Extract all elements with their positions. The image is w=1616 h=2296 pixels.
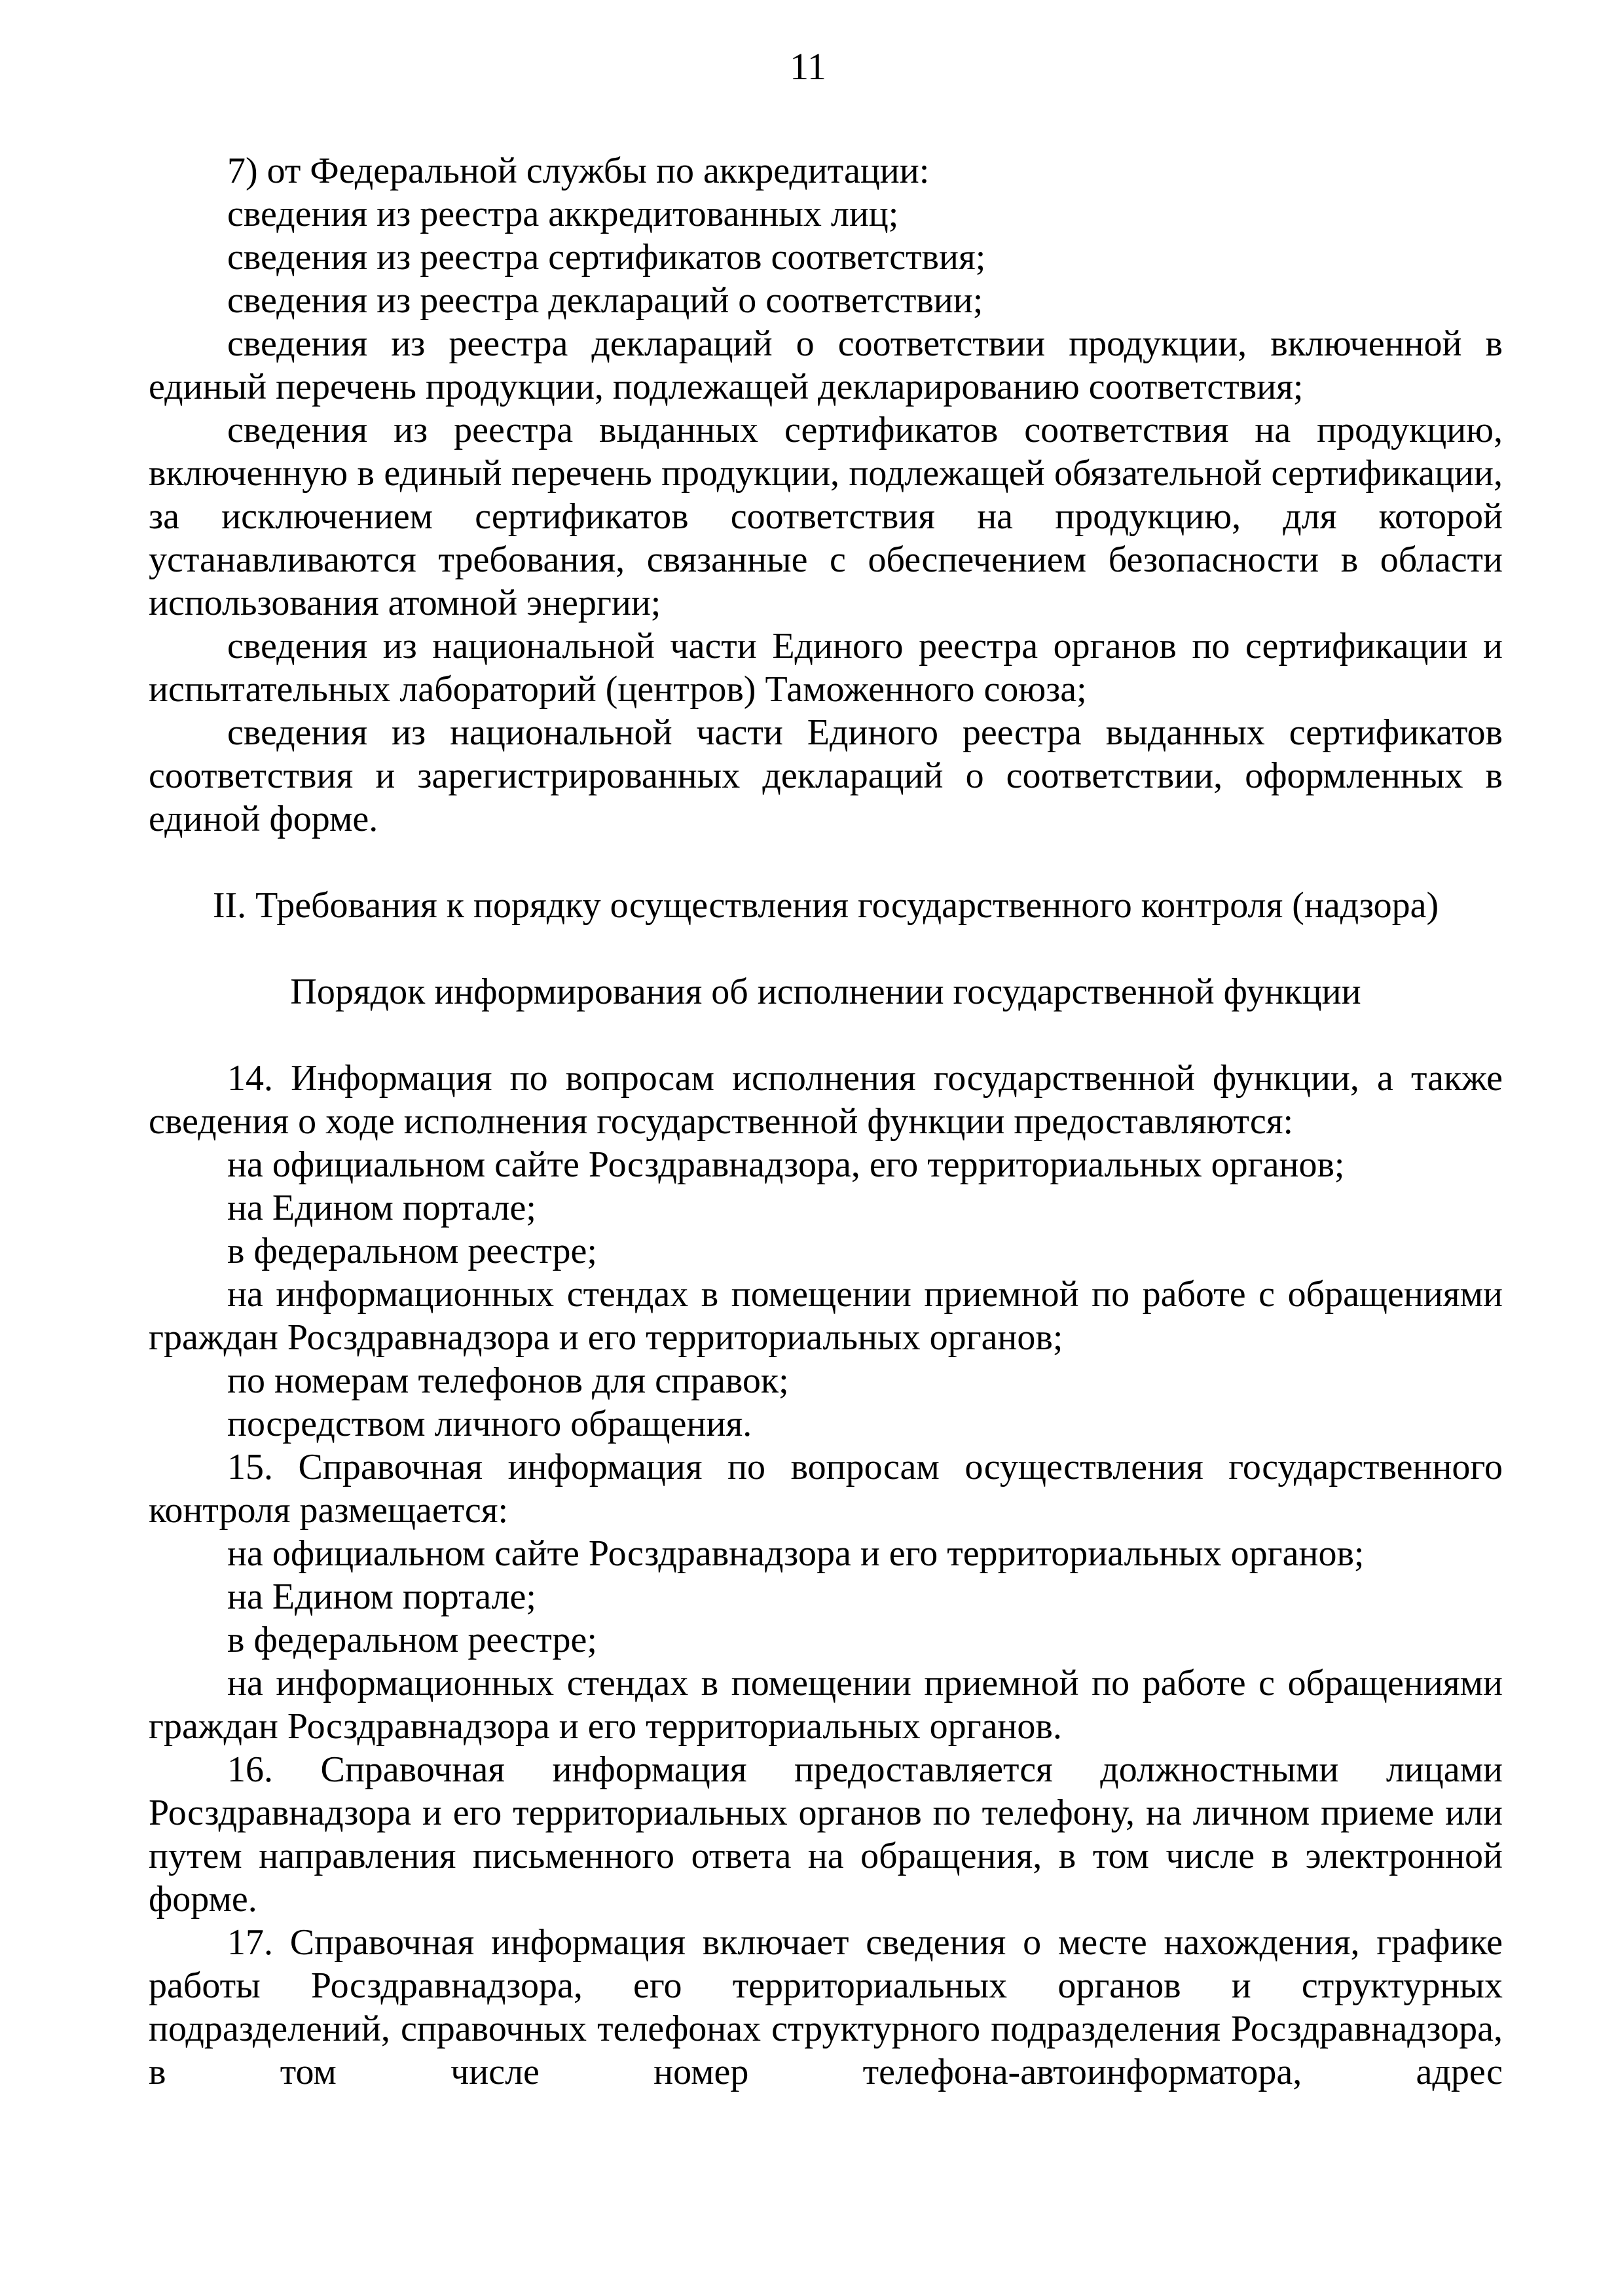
- document-body: [149, 149, 1503, 2094]
- paragraph-16: 16. Справочная информация предоставляется должностными лицами Росздравнадзора и его территориальных органов по телефону, на личном приеме или путем направления письменного ответа на обращения, в том числе в электронной форме.: [149, 1749, 1503, 1920]
- section-7-item: сведения из реестра аккредитованных лиц;: [227, 194, 899, 234]
- section-7-item: сведения из реестра выданных сертификатов соответствия на продукцию, включенную в единый перечень продукции, подлежащей обязательной сертификации, за исключением сертификатов соответствия на продукцию, для которой устанавливаются требования, связанные с обеспечением безопасности в области использования атомной энергии;: [149, 410, 1503, 623]
- section-7-item: сведения из национальной части Единого реестра органов по сертификации и испытательных лабораторий (центров) Таможенного союза;: [149, 626, 1503, 710]
- section-7-item: сведения из национальной части Единого реестра выданных сертификатов соответствия и зарегистрированных деклараций о соответствии, оформленных в единой форме.: [149, 712, 1503, 839]
- paragraph-15-item: на информационных стендах в помещении приемной по работе с обращениями граждан Росздравнадзора и его территориальных органов.: [149, 1663, 1503, 1747]
- paragraph-14-item: по номерам телефонов для справок;: [227, 1360, 789, 1401]
- paragraph-15-item: на официальном сайте Росздравнадзора и его территориальных органов;: [227, 1533, 1365, 1574]
- section-7-title: 7) от Федеральной службы по аккредитации:: [227, 151, 930, 191]
- paragraph-15-item: на Едином портале;: [227, 1576, 536, 1617]
- section-7-item: сведения из реестра деклараций о соответствии;: [227, 280, 983, 321]
- paragraph-15: 15. Справочная информация по вопросам осуществления государственного контроля размещается:: [149, 1447, 1503, 1531]
- paragraph-15-item: в федеральном реестре;: [227, 1620, 597, 1660]
- paragraph-14-item: посредством личного обращения.: [227, 1404, 752, 1444]
- page-number: 11: [790, 45, 826, 88]
- paragraph-14-item: на Едином портале;: [227, 1188, 536, 1228]
- paragraph-14: 14. Информация по вопросам исполнения государственной функции, а также сведения о ходе исполнения государственной функции предоставляются:: [149, 1058, 1503, 1142]
- paragraph-14-item: на информационных стендах в помещении приемной по работе с обращениями граждан Росздравнадзора и его территориальных органов;: [149, 1274, 1503, 1358]
- paragraph-14-item: на официальном сайте Росздравнадзора, его территориальных органов;: [227, 1144, 1345, 1185]
- paragraph-14-item: в федеральном реестре;: [227, 1231, 597, 1271]
- paragraph-17: 17. Справочная информация включает сведения о месте нахождения, графике работы Росздравнадзора, его территориальных органов и структурных подразделений, справочных телефонах структурного подразделения Росздравнадзора, в том числе номер телефона-автоинформатора, адрес: [149, 1922, 1503, 2092]
- subsection-heading: Порядок информирования об исполнении государственной функции: [290, 972, 1361, 1012]
- section-7-item: сведения из реестра сертификатов соответствия;: [227, 237, 986, 278]
- section-heading: II. Требования к порядку осуществления государственного контроля (надзора): [212, 885, 1439, 926]
- section-7-item: сведения из реестра деклараций о соответствии продукции, включенной в единый перечень продукции, подлежащей декларированию соответствия;: [149, 323, 1503, 407]
